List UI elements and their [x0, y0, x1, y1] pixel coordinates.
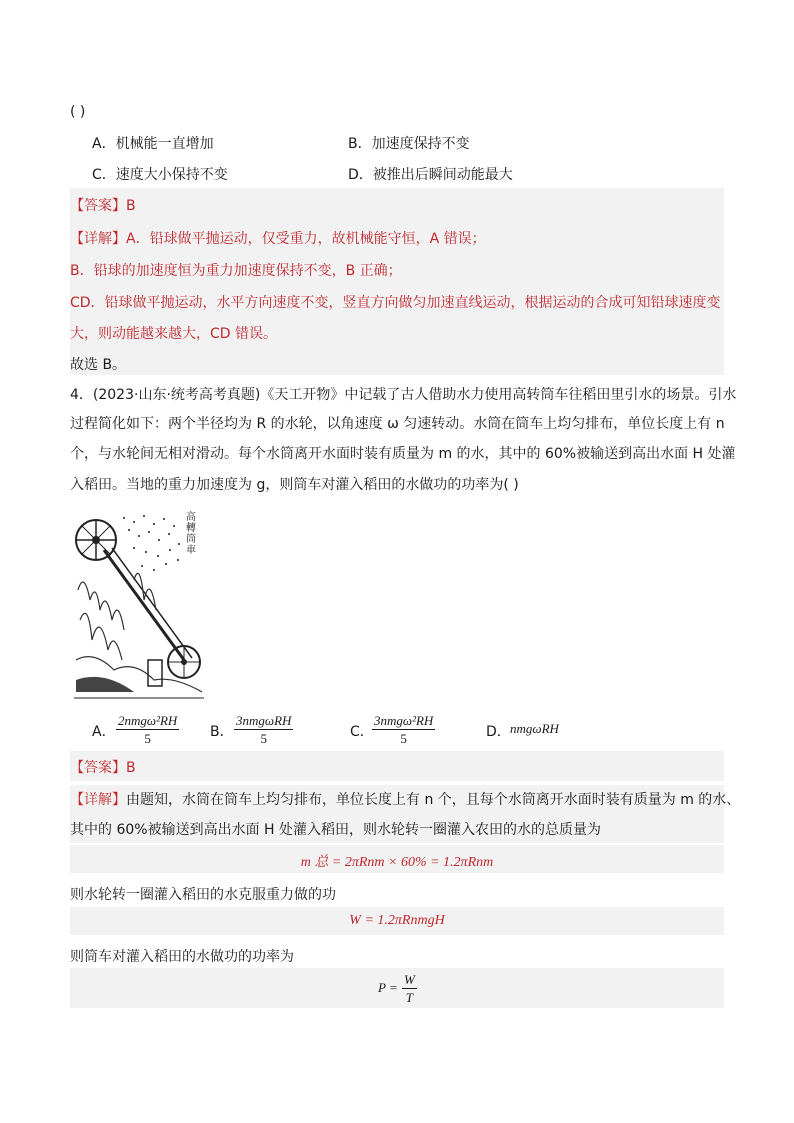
q4-stem-line-3: 个，与水轮间无相对滑动。每个水筒离开水面时装有质量为 m 的水，其中的 60%被输送到高出水面 H 处灌 — [70, 446, 736, 462]
answer-tag: 【答案】 — [70, 198, 126, 214]
q4-option-d-expr: nmgωRH — [510, 721, 559, 736]
fraction-numerator: 2nmgω²RH — [118, 713, 178, 728]
q4-option-c-fraction — [372, 712, 435, 747]
detail-tag: 【详解】 — [70, 792, 126, 808]
q4-option-a-fraction — [116, 712, 179, 747]
fraction-numerator: W — [404, 972, 415, 987]
detail-text: A．铅球做平抛运动，仅受重力，故机械能守恒，A 错误； — [126, 231, 486, 247]
q4-stem-line-4: 入稻田。当地的重力加速度为 g，则筒车对灌入稻田的水做功的功率为( ) — [70, 477, 519, 493]
equation-mass: m 总 = 2πRnm × 60% = 1.2πRnm — [300, 855, 494, 870]
answer-value: B — [126, 760, 136, 776]
detail-line-2: B．铅球的加速度恒为重力加速度保持不变，B 正确； — [70, 263, 402, 279]
detail-line-2: 其中的 60%被输送到高出水面 H 处灌入稻田，则水轮转一圈灌入农田的水的总质量为 — [70, 822, 601, 838]
option-b: B．加速度保持不变 — [348, 136, 470, 152]
q4-stem-line-1: 4．(2023·山东·统考高考真题)《天工开物》中记载了古人借助水力使用高转筒车往稻田里引水的场景。引水 — [70, 387, 737, 403]
answer-tag: 【答案】 — [70, 760, 126, 776]
detail-line-3: CD．铅球做平抛运动，水平方向速度不变，竖直方向做匀加速直线运动，根据运动的合成可知铅球速度变 — [70, 295, 721, 311]
detail-tag: 【详解】 — [70, 231, 126, 247]
fraction-denominator: 5 — [400, 731, 407, 746]
text-work: 则水轮转一圈灌入稻田的水克服重力做的功 — [70, 887, 336, 903]
detail-line-1 — [70, 228, 486, 248]
answer-value: B — [126, 198, 136, 214]
fraction-denominator: 5 — [144, 731, 151, 746]
option-a: A．机械能一直增加 — [92, 136, 214, 152]
answer-line — [70, 757, 136, 777]
q4-option-d-label: D． — [486, 724, 511, 740]
answer-line — [70, 195, 136, 215]
q4-option-b-fraction — [234, 712, 293, 747]
q4-answer-block — [70, 751, 724, 781]
waterwheel-illustration — [74, 510, 204, 700]
detail-line-1 — [70, 789, 740, 809]
q4-detail-block — [70, 785, 741, 843]
illustration-caption: 高轉筒車 — [186, 512, 196, 556]
equation-work-block — [70, 907, 724, 935]
detail-line-5: 故选 B。 — [70, 357, 127, 373]
q3-answer-block — [70, 188, 724, 375]
equation-work: W = 1.2πRnmgH — [349, 913, 445, 928]
detail-line-4: 大，则动能越来越大，CD 错误。 — [70, 326, 278, 342]
equation-power-fraction — [402, 971, 417, 1006]
q4-option-b-label: B． — [210, 724, 234, 740]
equation-mass-block — [70, 845, 724, 873]
equation-power-block — [70, 968, 724, 1008]
q4-stem-line-2: 过程简化如下：两个半径均为 R 的水轮，以角速度 ω 匀速转动。水筒在筒车上均匀排布，单位长度上有 n — [70, 416, 725, 432]
option-c: C．速度大小保持不变 — [92, 167, 228, 183]
fraction-numerator: 3nmgω²RH — [374, 713, 434, 728]
equation-power-lhs: P = — [378, 980, 398, 995]
q4-option-c-label: C． — [350, 724, 374, 740]
detail-text: 由题知，水筒在筒车上均匀排布，单位长度上有 n 个，且每个水筒离开水面时装有质量为 m 的水、 — [126, 792, 741, 808]
option-d: D．被推出后瞬间动能最大 — [348, 167, 513, 183]
fraction-numerator: 3nmgωRH — [236, 713, 292, 728]
fraction-denominator: T — [405, 990, 414, 1005]
fraction-denominator: 5 — [260, 731, 267, 746]
question-paren: ( ) — [70, 104, 86, 120]
q4-option-a-label: A． — [92, 724, 116, 740]
text-power: 则筒车对灌入稻田的水做功的功率为 — [70, 949, 294, 965]
